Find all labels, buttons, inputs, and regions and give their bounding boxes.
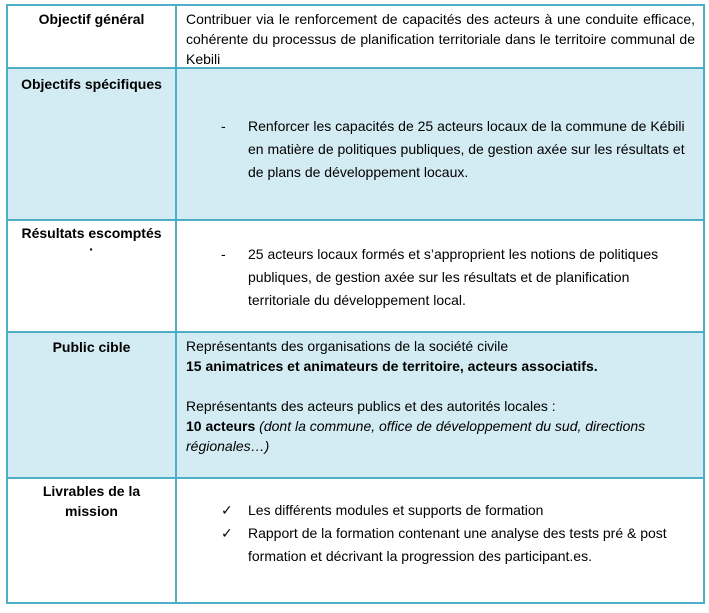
row-value: Contribuer via le renforcement de capacités des acteurs à une conduite efficace, cohérente du processus de planification territoriale dans le territoire communal de Kebili: [186, 11, 695, 67]
row-objectif-general: [8, 6, 703, 67]
row-resultats-escomptes: [8, 219, 703, 331]
row-label-cell: [8, 221, 177, 331]
group2-heading: Représentants des acteurs publics et des autorités locales :: [186, 398, 556, 414]
row-label: Objectif général: [8, 6, 177, 67]
check-list: [186, 499, 695, 568]
list-item-text: Rapport de la formation contenant une analyse des tests pré & post formation et décrivant la progression des participant.es.: [248, 525, 667, 564]
group2-count: 10 acteurs: [186, 418, 256, 434]
row-value: [177, 69, 703, 219]
bullet-list: [186, 243, 695, 312]
mission-table: [6, 4, 705, 604]
row-livrables: [8, 477, 703, 602]
row-label: Livrables de la mission: [8, 479, 177, 602]
row-objectifs-specifiques: [8, 67, 703, 219]
list-item-text: Les différents modules et supports de formation: [248, 502, 544, 518]
row-label: Objectifs spécifiques: [8, 69, 177, 219]
list-item-text: 25 acteurs locaux formés et s’approprient les notions de politiques publiques, de gestion axée sur les résultats et de planification territoriale du développement local.: [248, 246, 659, 308]
list-item-text: Renforcer les capacités de 25 acteurs locaux de la commune de Kébili en matière de politiques publiques, de gestion axée sur les résultats et de plans de développement locaux.: [248, 118, 685, 180]
group1-heading: Représentants des organisations de la société civile: [186, 338, 509, 354]
list-item: [186, 115, 695, 184]
bullet-list: [186, 115, 695, 184]
row-public-cible: [8, 331, 703, 477]
row-value: [177, 479, 703, 602]
dash-bullet-icon: -: [221, 118, 226, 134]
group2-detail: (dont la commune, office de développement du sud, directions régionales…): [186, 418, 646, 454]
dash-bullet-icon: -: [221, 246, 226, 262]
row-value: [177, 333, 703, 477]
row-label: Résultats escomptés: [21, 225, 162, 241]
checkmark-icon: ✓: [221, 502, 233, 518]
checkmark-icon: ✓: [221, 525, 233, 541]
group1-detail: 15 animatrices et animateurs de territoire, acteurs associatifs.: [186, 358, 598, 374]
group2-line: [186, 416, 695, 456]
row-label: Public cible: [8, 333, 177, 477]
row-value: [177, 221, 703, 331]
list-item: [186, 522, 695, 568]
list-item: [186, 243, 695, 312]
label-dot: ·: [89, 241, 94, 257]
list-item: [186, 499, 695, 522]
